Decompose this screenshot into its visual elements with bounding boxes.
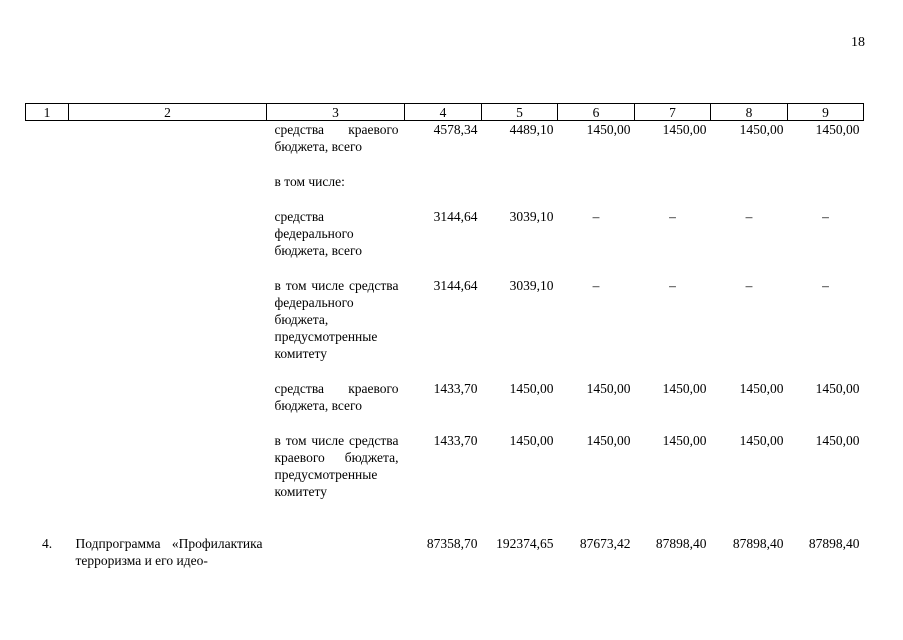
- col-header-8: 8: [711, 104, 788, 121]
- value-cell: [482, 173, 558, 208]
- value-cell: 1450,00: [739, 380, 784, 396]
- value-cell: 87358,70: [426, 535, 478, 551]
- col-header-6: 6: [558, 104, 635, 121]
- row-number: [26, 380, 69, 432]
- row-name: [69, 121, 267, 173]
- value-cell: 1450,00: [509, 432, 554, 448]
- col-header-7: 7: [635, 104, 711, 121]
- value-cell: –: [822, 208, 829, 224]
- row-name: [69, 208, 267, 277]
- value-cell: –: [669, 208, 676, 224]
- table-row: [26, 277, 864, 380]
- table-row: [26, 432, 864, 535]
- col-header-5: 5: [482, 104, 558, 121]
- row-number: [26, 432, 69, 535]
- row-number: [26, 121, 69, 173]
- row-number: [26, 173, 69, 208]
- col-header-9: 9: [788, 104, 864, 121]
- row-source: средства краевого бюджета, всего: [274, 122, 399, 154]
- value-cell: 87898,40: [732, 535, 784, 551]
- value-cell: 4489,10: [509, 122, 554, 137]
- col-header-4: 4: [405, 104, 482, 121]
- value-cell: 1433,70: [433, 432, 478, 448]
- row-source: [267, 535, 405, 575]
- value-cell: 1450,00: [586, 122, 631, 137]
- table-row: [26, 208, 864, 277]
- value-cell: 1450,00: [815, 432, 860, 448]
- value-cell: [788, 173, 864, 208]
- value-cell: 1450,00: [662, 122, 707, 137]
- col-header-3: 3: [267, 104, 405, 121]
- value-cell: 1450,00: [509, 380, 554, 396]
- table-row: [26, 173, 864, 208]
- value-cell: 1450,00: [586, 432, 631, 448]
- value-cell: –: [822, 277, 829, 293]
- value-cell: [711, 173, 788, 208]
- value-cell: 87898,40: [655, 535, 707, 551]
- value-cell: –: [592, 208, 600, 224]
- value-cell: –: [592, 277, 600, 293]
- row-source: в том числе средства федерального бюджета, предусмотренные комитету: [274, 277, 399, 361]
- page-number: 18: [851, 35, 865, 50]
- row-name: [69, 432, 267, 535]
- table-row: [26, 380, 864, 432]
- row-name: [69, 380, 267, 432]
- budget-table: [25, 103, 864, 575]
- value-cell: 1450,00: [739, 432, 784, 448]
- value-cell: 1450,00: [662, 432, 707, 448]
- value-cell: [635, 173, 711, 208]
- value-cell: 3144,64: [433, 277, 478, 293]
- value-cell: 3144,64: [433, 208, 478, 224]
- col-header-2: 2: [69, 104, 267, 121]
- row-source: средства краевого бюджета, всего: [274, 380, 399, 413]
- value-cell: 87673,42: [579, 535, 631, 551]
- value-cell: [405, 173, 482, 208]
- value-cell: 1450,00: [815, 380, 860, 396]
- row-name: [69, 173, 267, 208]
- value-cell: 1450,00: [739, 122, 784, 137]
- value-cell: –: [745, 277, 753, 293]
- row-number: [26, 277, 69, 380]
- row-source: в том числе:: [274, 173, 345, 189]
- value-cell: 4578,34: [433, 122, 478, 137]
- row-name: [69, 277, 267, 380]
- row-source: в том числе средства краевого бюджета, предусмотренные комитету: [274, 432, 399, 499]
- row-source: средства федерального бюджета, всего: [274, 208, 362, 258]
- value-cell: –: [669, 277, 676, 293]
- table-row: [26, 121, 864, 173]
- value-cell: 1433,70: [433, 380, 478, 396]
- value-cell: 3039,10: [509, 208, 554, 224]
- value-cell: 1450,00: [815, 122, 860, 137]
- table-header: [26, 104, 864, 121]
- value-cell: 87898,40: [808, 535, 860, 551]
- value-cell: 3039,10: [509, 277, 554, 293]
- value-cell: 1450,00: [662, 380, 707, 396]
- row-number: 4.: [41, 535, 53, 551]
- value-cell: –: [745, 208, 753, 224]
- value-cell: [558, 173, 635, 208]
- row-name: Подпрограмма «Профилактика терроризма и его идео-: [75, 535, 263, 568]
- table-row: [26, 535, 864, 575]
- value-cell: 1450,00: [586, 380, 631, 396]
- row-number: [26, 208, 69, 277]
- value-cell: 192374,65: [496, 535, 554, 551]
- col-header-1: 1: [26, 104, 69, 121]
